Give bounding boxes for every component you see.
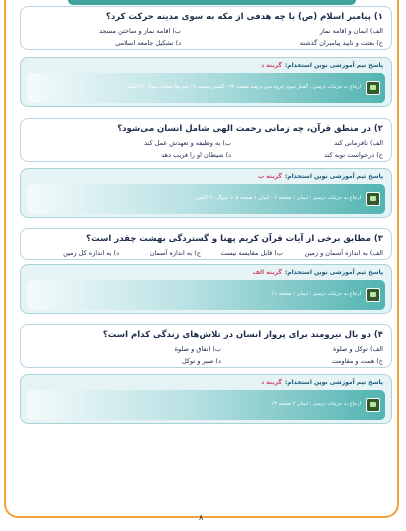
- reference-bar: [27, 73, 385, 103]
- option-c: ج) همت و مقاومت: [331, 357, 383, 365]
- answer-box-3: [20, 264, 392, 314]
- option-a: الف) به اندازه آسمان و زمین: [304, 249, 383, 257]
- reference-text: ارجاع به جزئیات درسی : گفتار سوم جزوه سی درصد صفحه ۲۲ - اکسیر صفحه ۱۹ تشریحا مشابه سوال ۳۲ اکسیر: [125, 84, 361, 90]
- answer-box-4: [20, 374, 392, 424]
- book-icon: [366, 192, 380, 206]
- answer-heading: [261, 62, 383, 69]
- option-d: د) به اندازه کل زمین: [63, 249, 119, 257]
- page-number: ۸: [199, 513, 204, 522]
- option-c: ج) درخواست توبه کند: [324, 151, 383, 159]
- worksheet-page: [4, 0, 399, 518]
- reference-text: ارجاع به جزئیات درسی : ایمان ۱ صفحه ۶ - ایمان ۱ صفحه ۵ + سوال ۲۰ اکسیر: [195, 195, 361, 201]
- answer-choice: گزینه د: [261, 379, 282, 386]
- answer-box-2: [20, 168, 392, 218]
- option-a: الف) توکل و صلوة: [332, 345, 383, 353]
- answer-heading: [253, 269, 383, 276]
- option-b: ب) انفاق و صلوة: [174, 345, 221, 353]
- answer-heading-label: پاسخ تیم آموزشی نوین استخدام:: [284, 173, 383, 180]
- question-title: ۲) در منطق قرآن، چه زمانی رحمت الهی شامل انسان می‌شود؟: [117, 124, 383, 134]
- answer-heading-label: پاسخ تیم آموزشی نوین استخدام:: [284, 269, 383, 276]
- question-card-3: [20, 228, 392, 260]
- book-icon: [366, 288, 380, 302]
- answer-box-1: [20, 57, 392, 107]
- question-title: ۳) مطابق برخی از آیات قرآن کریم پهنا و گستردگی بهشت چقدر است؟: [86, 234, 383, 244]
- reference-bar: [27, 390, 385, 420]
- answer-heading-label: پاسخ تیم آموزشی نوین استخدام:: [284, 379, 383, 386]
- question-title: ۱) پیامبر اسلام (ص) با چه هدفی از مکه به سوی مدینه حرکت کرد؟: [105, 12, 383, 22]
- reference-text: ارجاع به جزئیات درسی : ایمان ۲ صفحه ۱۳: [271, 401, 361, 407]
- option-c: ج) بعثت و تایید پیامبران گذشته: [299, 39, 383, 47]
- question-card-2: [20, 118, 392, 162]
- book-icon: [366, 398, 380, 412]
- answer-choice: گزینه د: [261, 62, 282, 69]
- question-card-1: [20, 6, 392, 50]
- option-d: د) صبر و توکل: [181, 357, 221, 365]
- option-a: الف) ایمان و اقامه نماز: [319, 27, 383, 35]
- reference-bar: [27, 184, 385, 214]
- reference-bar: [27, 280, 385, 310]
- answer-choice: گزینه الف: [252, 269, 282, 276]
- answer-heading: [258, 173, 383, 180]
- answer-heading-label: پاسخ تیم آموزشی نوین استخدام:: [284, 62, 383, 69]
- reference-text: ارجاع به جزئیات درسی : ایمان ۱ صفحه ۱۱: [271, 291, 361, 297]
- answer-choice: گزینه ب: [258, 173, 282, 180]
- question-card-4: [20, 324, 392, 368]
- option-b: ب) قابل مقایسه نیست: [220, 249, 283, 257]
- answer-heading: [261, 379, 383, 386]
- book-icon: [366, 81, 380, 95]
- option-d: د) تشکیل جامعه اسلامی: [115, 39, 181, 47]
- option-b: ب) اقامه نماز و ساختن مسجد: [99, 27, 181, 35]
- option-c: ج) به اندازه آسمان: [149, 249, 201, 257]
- option-d: د) شیطان او را فریب دهد: [161, 151, 231, 159]
- option-a: الف) نافرمانی کند: [334, 139, 383, 147]
- question-title: ۴) دو بال نیرومند برای پرواز انسان در تلاش‌های زندگی کدام است؟: [102, 330, 383, 340]
- header-band: [68, 0, 356, 5]
- option-b: ب) به وظیفه و تعهدش عمل کند: [144, 139, 231, 147]
